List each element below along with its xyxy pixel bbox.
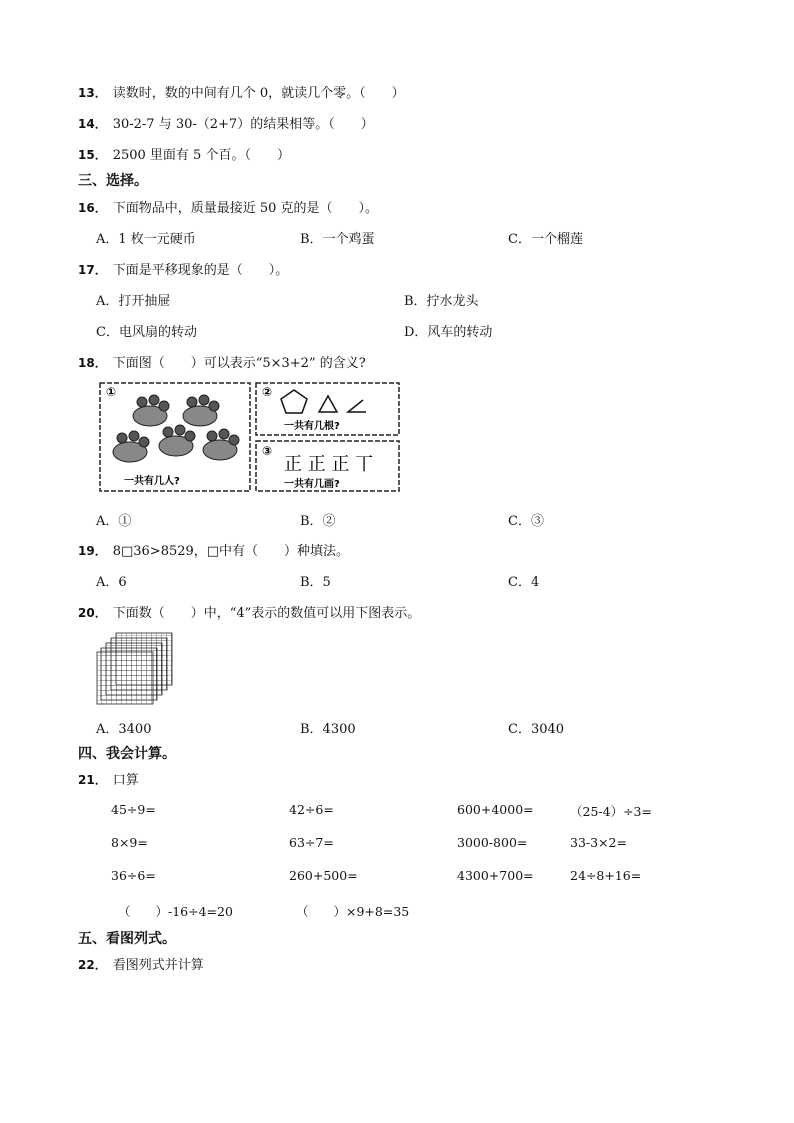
question-number: 20． [78,606,107,620]
panel-label-3: ③ [262,444,273,458]
children-group-illustration [113,395,239,462]
panel-label-1: ① [106,385,117,399]
question-13 [78,82,405,101]
question-17 [78,259,288,278]
question-15 [78,144,290,163]
calc-item[interactable]: 24÷8+16= [570,868,642,883]
calc-item[interactable]: 3000-800= [457,835,528,850]
panel-caption-1: 一共有几人? [124,476,180,487]
q18-figure [98,380,404,496]
option-a[interactable]: A．① [96,514,132,529]
angle-shape [348,400,366,412]
question-21 [78,769,139,788]
thousand-cubes-illustration [96,630,178,706]
section-title-5: 五、看图列式。 [78,931,176,947]
option-c[interactable]: C．3040 [508,722,565,737]
panel-caption-3: 一共有几画? [284,479,340,490]
section-title-3: 三、选择。 [78,173,148,189]
calc-item[interactable]: 4300+700= [457,868,534,883]
pentagon-shape [281,390,307,413]
question-number: 18． [78,356,107,370]
option-c[interactable]: C．4 [508,575,540,590]
question-number: 17． [78,263,107,277]
option-b[interactable]: B．4300 [300,722,356,737]
triangle-shape [319,396,337,412]
calc-item[interactable]: 260+500= [289,868,358,883]
question-number: 13． [78,86,107,100]
calc-item[interactable]: （25-4）÷3= [570,804,652,819]
option-b[interactable]: B．一个鸡蛋 [300,232,375,247]
question-number: 19． [78,544,107,558]
option-a[interactable]: A．1 枚一元硬币 [96,232,196,247]
question-20 [78,602,420,621]
question-22 [78,954,204,973]
question-text: 看图列式并计算 [112,958,204,973]
question-19 [78,540,349,559]
question-text: 读数时，数的中间有几个 0，就读几个零。（ ） [112,86,405,101]
question-14 [78,113,374,132]
panel-label-2: ② [262,385,273,399]
question-number: 16． [78,201,107,215]
question-text: 2500 里面有 5 个百。（ ） [112,148,290,163]
calc-item[interactable]: 42÷6= [289,802,334,817]
question-number: 21． [78,773,107,787]
question-text: 下面图（ ）可以表示“5×3+2” 的含义? [112,356,366,371]
question-text: 下面物品中，质量最接近 50 克的是（ ）。 [112,201,379,216]
question-text: 下面是平移现象的是（ ）。 [112,263,289,278]
question-number: 22． [78,958,107,972]
option-b[interactable]: B．② [300,514,336,529]
question-18 [78,352,366,371]
option-a[interactable]: A．打开抽屉 [96,294,171,309]
option-b[interactable]: B．5 [300,575,331,590]
option-c[interactable]: C．③ [508,514,544,529]
question-number: 15． [78,148,107,162]
panel-caption-2: 一共有几根? [284,421,340,432]
tally-marks: 正 正 正 丅 [284,454,374,475]
option-d[interactable]: D．风车的转动 [404,325,493,340]
calc-fill-blank[interactable]: （ ）-16÷4=20 [118,904,233,919]
question-text: 口算 [112,773,139,788]
question-text: 30-2-7 与 30-（2+7）的结果相等。（ ） [112,117,374,132]
option-c[interactable]: C．电风扇的转动 [96,325,197,340]
question-16 [78,197,378,216]
option-a[interactable]: A．6 [96,575,127,590]
calc-item[interactable]: 8×9= [111,835,148,850]
option-b[interactable]: B．拧水龙头 [404,294,479,309]
section-title-4: 四、我会计算。 [78,746,176,762]
question-text: 8□36>8529，□中有（ ）种填法。 [112,544,350,559]
calc-fill-blank[interactable]: （ ）×9+8=35 [296,904,410,919]
calc-item[interactable]: 45÷9= [111,802,156,817]
calc-item[interactable]: 36÷6= [111,868,156,883]
question-number: 14． [78,117,107,131]
calc-item[interactable]: 600+4000= [457,802,534,817]
option-a[interactable]: A．3400 [96,722,152,737]
option-c[interactable]: C．一个榴莲 [508,232,583,247]
calc-item[interactable]: 63÷7= [289,835,334,850]
calc-item[interactable]: 33-3×2= [570,835,627,850]
question-text: 下面数（ ）中，“4”表示的数值可以用下图表示。 [112,606,421,621]
